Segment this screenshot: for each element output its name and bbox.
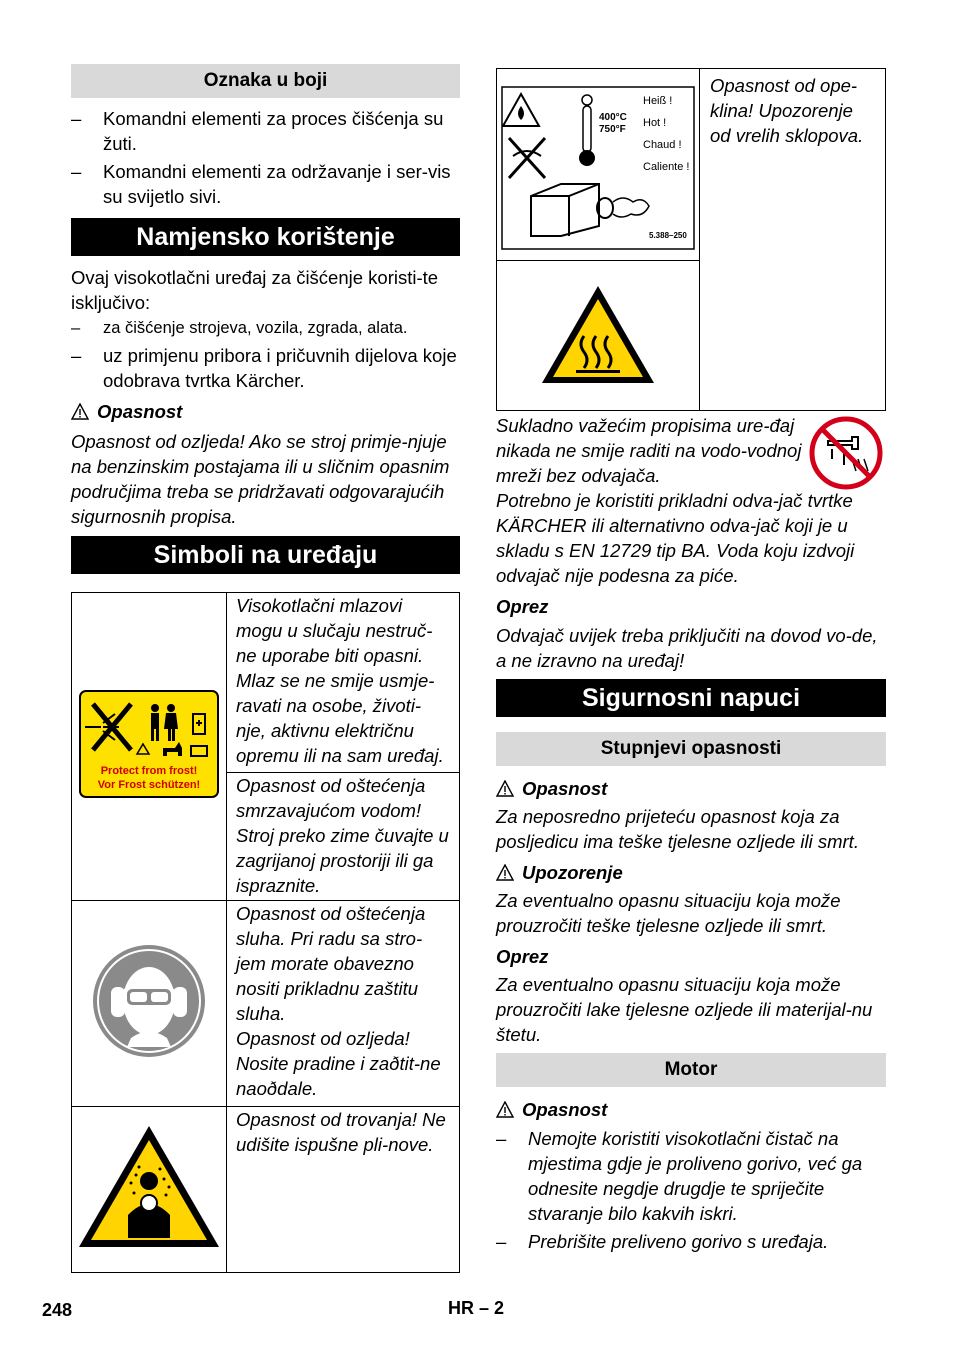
danger-text: Za neposredno prijeteću opasnost koja za posljedicu ima teške tjelesne ozljede ili smrt. [496, 806, 859, 852]
protection-symbol-cell [72, 901, 227, 1107]
temp-c-label: 400°C [599, 112, 627, 123]
symbol-text: Opasnost od trovanja! Ne udišite ispušne pli-nove. [227, 1107, 460, 1273]
color-section-heading: Oznaka u boji [71, 64, 460, 98]
hot-label-en: Hot ! [643, 117, 667, 129]
symbols-table [71, 592, 460, 1273]
list-item: – Komandni elementi za održavanje i ser-vis su svijetlo sivi. [71, 159, 460, 209]
list-item: – Nemojte koristiti visokotlačni čistač na mjestima gdje je proliveno gorivo, već ga odnesite negdje drugdje te spriječite stvaranje bilo kakvih iskri. [496, 1126, 886, 1226]
list-item: – za čišćenje strojeva, vozila, zgrada, alata. [71, 316, 460, 341]
color-list [71, 106, 460, 209]
warning-text: Opasnost od ozljeda! Ako se stroj primje-njuje na benzinskim postajama ili u sličnim opasnim područjima treba se pridržavati odgovarajućih sigurnosnih propisa. [71, 431, 450, 527]
hot-parts-table [496, 68, 886, 411]
hot-symbol-cell [497, 261, 700, 411]
label-code: 5.388–250 [649, 231, 687, 240]
toxic-fumes-warning-icon [76, 1123, 222, 1251]
frost-label-de: Vor Frost schützen! [97, 778, 201, 791]
intended-use-heading: Namjensko korištenje [71, 218, 460, 256]
symbol-text: Opasnost od oštećenja smrzavajućom vodom! Stroj preko zime čuvajte u zagrijanoj prostoriji ili ga ispraznite. [227, 773, 460, 901]
water-text-1: Sukladno važećim propisima ure-đaj nikada ne smije raditi na vodo-vodnoj mreži bez odvajača. [496, 415, 802, 486]
caution-text: Za eventualno opasnu situaciju koja može prouzročiti lake tjelesne ozljede ili materijal-nu štetu. [496, 974, 873, 1045]
warning-triangle-icon [496, 864, 514, 881]
motor-heading: Motor [496, 1053, 886, 1087]
frost-label-en: Protect from frost! [100, 764, 198, 777]
no-drinking-water-connection-icon [808, 415, 884, 491]
hot-parts-text: Opasnost od ope-klina! Upozorenje od vrelih sklopova. [700, 69, 886, 411]
no-spray-frost-icon [79, 690, 219, 798]
warning-text: Za eventualno opasnu situaciju koja može prouzročiti teške tjelesne ozljede ili smrt. [496, 890, 841, 936]
left-column [71, 64, 460, 1273]
intended-use-intro: Ovaj visokotlačni uređaj za čišćenje koristi-te isključivo: [71, 267, 439, 313]
hot-surface-warning-icon [540, 284, 656, 386]
ear-eye-protection-icon [91, 943, 207, 1059]
language-page-label: HR – 2 [448, 1298, 505, 1318]
warning-triangle-icon [71, 403, 89, 420]
hot-label-cell [497, 69, 700, 261]
temp-f-label: 750°F [599, 124, 626, 135]
warning-triangle-icon [496, 780, 514, 797]
warning-title: Opasnost [71, 399, 460, 424]
page-number: 248 [42, 1300, 73, 1320]
caution-text: Odvajač uvijek treba priključiti na dovod vo-de, a ne izravno na uređaj! [496, 625, 878, 671]
safety-heading: Sigurnosni napuci [496, 679, 886, 717]
list-item: – uz primjenu pribora i pričuvnih dijelova koje odobrava tvrtka Kärcher. [71, 343, 460, 393]
motor-danger-title: Opasnost [496, 1097, 886, 1122]
frost-symbol-cell [72, 593, 227, 901]
symbols-heading: Simboli na uređaju [71, 536, 460, 574]
hot-label-es: Caliente ! [643, 161, 690, 173]
symbol-text: Visokotlačni mlazovi mogu u slučaju nestruč-ne uporabe biti opasni. Mlaz se ne smije usmje-ravati na osobe, životi-nje, aktivnu električnu opremu ili na sam uređaj. [227, 593, 460, 773]
water-network-block [496, 413, 886, 588]
caution-title: Oprez [496, 596, 549, 617]
warning-triangle-icon [496, 1101, 514, 1118]
water-text-2: Potrebno je koristiti prikladni odva-jač tvrtke KÄRCHER ili alternativno odva-jač koji je u skladu s EN 12729 tip BA. Voda koju izdvoji odvajač nije podesna za piće. [496, 490, 855, 586]
list-item: – Komandni elementi za proces čišćenja su žuti. [71, 106, 460, 156]
toxic-symbol-cell [72, 1107, 227, 1273]
hot-surface-label-icon [501, 86, 695, 250]
hot-label-fr: Chaud ! [643, 139, 682, 151]
right-column [496, 68, 886, 1254]
symbol-text-protection: Opasnost od oštećenja sluha. Pri radu sa stro-jem morate obavezno nositi prikladnu zaštitu sluha. Opasnost od ozljeda! Nosite pradine i zaðtit-ne naoðdale. [227, 901, 460, 1107]
list-item: – Prebrišite preliveno gorivo s uređaja. [496, 1229, 886, 1254]
caution-title: Oprez [496, 946, 549, 967]
danger-title: Opasnost [496, 776, 886, 801]
warning-title: Upozorenje [496, 860, 886, 885]
danger-levels-heading: Stupnjevi opasnosti [496, 732, 886, 766]
hot-label-de: Heiß ! [643, 95, 673, 107]
